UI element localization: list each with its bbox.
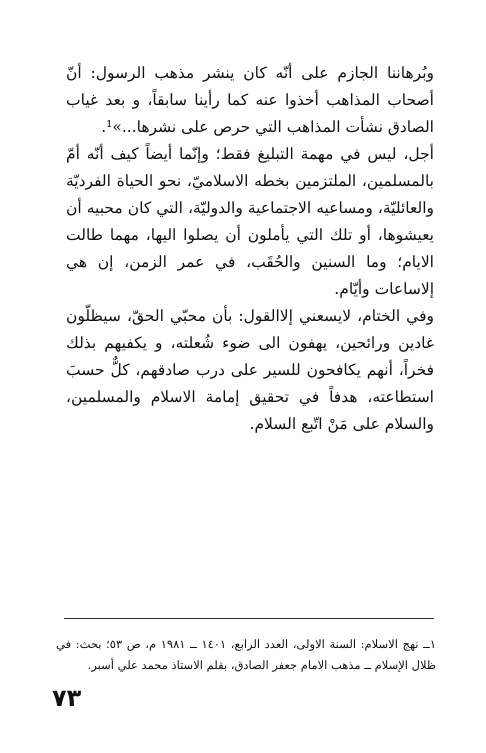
paragraph: أجل، ليس في مهمة التبليغ فقط؛ وإنّما أيضاً كيف أنّه أمّ بالمسلمين، الملتزمين بخطه الاسلاميّ، نحو الحياة الفرديّة والعائليّة، ومساعيه الاجتماعية والدوليّة، التي كان محبيه أن يعيشوها، أو تلك التي يأملون أن يصلوا اليها، مهما طالت الايام؛ وما السنين والحُقَب، في عمر الزمن، إن هي إلاساعات وأيّام. bbox=[66, 145, 434, 298]
footnote-divider bbox=[64, 618, 434, 619]
paragraph: وفي الختام، لايسعني إلاالقول: بأن محبّي الحقّ، سيظلّون غادين ورائحين، يهفون الى ضوء شُعلته، و يكفيهم بذلك فخراً، أنهم يكافحون للسير على درب صادقهم، كلٌّ حسبَ استطاعته، هدفاً في تحقيق إمامة الاسلام والمسلمين، والسلام على مَنْ اتّبع السلام. bbox=[66, 307, 434, 433]
body-text bbox=[66, 60, 434, 438]
paragraph: وبُرهاننا الجازم على أنّه كان ينشر مذهب الرسول: أنّ أصحاب المذاهب أخذوا عنه كما رأينا سابقاً، و بعد غياب الصادق نشأت المذاهب التي حرص على نشرها...»¹. bbox=[66, 64, 434, 136]
page-number: ٧٣ bbox=[52, 684, 82, 712]
footnote: ١ــ نهج الاسلام: السنة الاولى، العدد الرابع، ١٤٠١ ــ ١٩٨١ م، ص ٥٣؛ بحث: في ظلال الإسلام ــ مذهب الامام جعفر الصادق، بقلم الاستاذ محمد علي أسبر. bbox=[56, 637, 436, 672]
